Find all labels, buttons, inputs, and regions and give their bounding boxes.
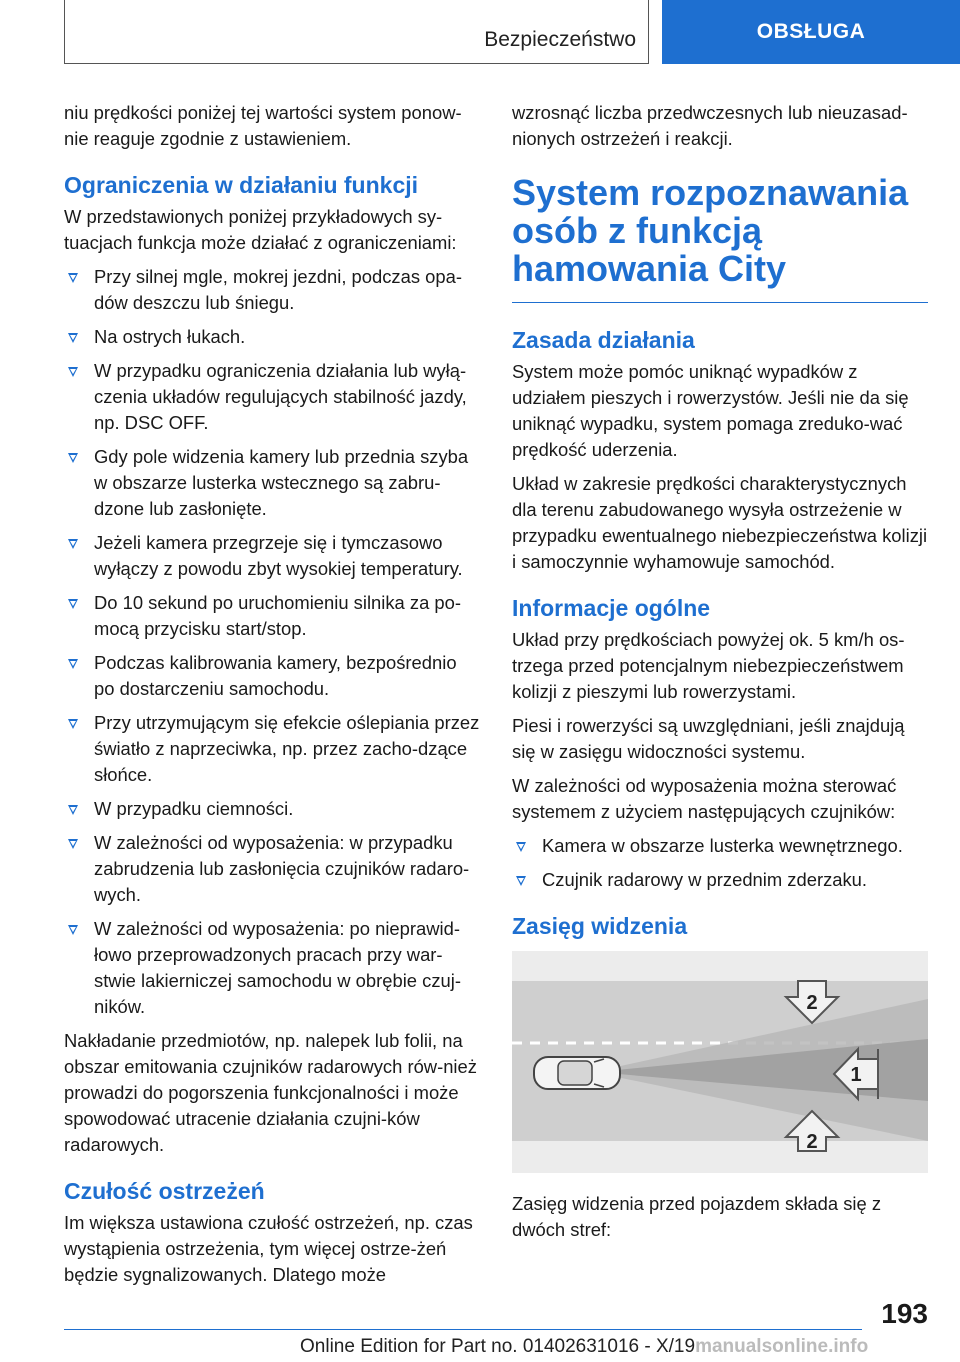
list-item: [64, 830, 480, 908]
range-text: Zasięg widzenia przed pojazdem składa się z dwóch stref:: [512, 1193, 882, 1240]
header-divider-left: [64, 0, 65, 64]
list-item-text: Gdy pole widzenia kamery lub przednia szyba w obszarze lusterka wstecznego są zabru-dzone lub zasłonięte.: [94, 446, 469, 519]
list-item: [64, 590, 480, 642]
general-paragraph-1: Układ przy prędkościach powyżej ok. 5 km/h os-trzega przed potencjalnym niebezpieczeństwem kolizji z pieszymi lub rowerzystami.: [512, 629, 905, 702]
list-item: [64, 796, 480, 822]
list-item: [64, 530, 480, 582]
list-item: [512, 867, 928, 893]
zone-label-middle: 1: [850, 1064, 862, 1086]
list-item-text: Czujnik radarowy w przednim zderzaku.: [542, 869, 868, 890]
section-label: Bezpieczeństwo: [484, 28, 636, 51]
bullet-triangle-icon: [68, 367, 78, 377]
sensors-list: [512, 833, 928, 893]
title-rule: [512, 302, 928, 303]
list-item-text: Podczas kalibrowania kamery, bezpośrednio po dostarczeniu samochodu.: [94, 652, 457, 699]
zone-label-bottom: 2: [806, 1131, 818, 1153]
bullet-triangle-icon: [68, 333, 78, 343]
principle-paragraph-2: Układ w zakresie prędkości charakterystycznych dla terenu zabudowanego wysyła ostrzeżenie w przypadku ewentualnego niebezpieczeństwa kolizji i samoczynnie wyhamowuje samochód.: [512, 473, 928, 572]
list-item-text: W przypadku ograniczenia działania lub wyłą-czenia układów regulujących stabilność jazdy, np. DSC OFF.: [94, 360, 467, 433]
bullet-triangle-icon: [68, 839, 78, 849]
sensitivity-heading: Czułość ostrzeżeń: [64, 1178, 265, 1204]
bullet-triangle-icon: [516, 876, 526, 886]
list-item-text: W zależności od wyposażenia: po nieprawid-łowo przeprowadzonych pracach przy war-stwie lakierniczej samochodu w obrębie czuj-ników.: [94, 918, 461, 1017]
bullet-triangle-icon: [68, 273, 78, 283]
list-item: [64, 916, 480, 1020]
range-heading: Zasięg widzenia: [512, 913, 688, 939]
right-column: [512, 100, 928, 1251]
header-underline: [64, 63, 649, 64]
detection-range-figure: [512, 951, 928, 1173]
brand-watermark[interactable]: manualsonline.info: [695, 1336, 869, 1357]
list-item-text: Na ostrych łukach.: [94, 326, 246, 347]
bullet-triangle-icon: [68, 925, 78, 935]
chapter-title: System rozpoznawania osób z funkcją hamowania City: [512, 172, 909, 289]
principle-heading: Zasada działania: [512, 327, 695, 353]
intro-paragraph: niu prędkości poniżej tej wartości system ponow-nie reaguje zgodnie z ustawieniem.: [64, 102, 462, 149]
list-item-text: Kamera w obszarze lusterka wewnętrznego.: [542, 835, 903, 856]
list-item: [64, 710, 480, 788]
continued-paragraph: wzrosnąć liczba przedwczesnych lub nieuzasad-nionych ostrzeżeń i reakcji.: [512, 102, 908, 149]
list-item: [512, 833, 928, 859]
general-paragraph-2: Piesi i rowerzyści są uwzględniani, jeśli znajdują się w zasięgu widoczności systemu.: [512, 715, 905, 762]
list-item: [64, 444, 480, 522]
edition-text: Online Edition for Part no. 01402631016 - X/19: [300, 1336, 696, 1357]
bullet-triangle-icon: [68, 453, 78, 463]
general-paragraph-3: W zależności od wyposażenia można sterować systemem z użyciem następujących czujników:: [512, 775, 897, 822]
bullet-triangle-icon: [68, 539, 78, 549]
list-item: [64, 358, 480, 436]
car-icon: [534, 1057, 620, 1089]
bullet-triangle-icon: [516, 842, 526, 852]
list-item-text: W zależności od wyposażenia: w przypadku zabrudzenia lub zasłonięcia czujników radaro-wych.: [94, 832, 470, 905]
list-item: [64, 264, 480, 316]
limits-list: [64, 264, 480, 1020]
limits-intro: W przedstawionych poniżej przykładowych sy-tuacjach funkcja może działać z ograniczeniami:: [64, 206, 457, 253]
list-item-text: Przy silnej mgle, mokrej jezdni, podczas opa-dów deszczu lub śniegu.: [94, 266, 462, 313]
bullet-triangle-icon: [68, 719, 78, 729]
page-number: 193: [881, 1298, 928, 1329]
footer-rule: [64, 1329, 862, 1330]
principle-paragraph-1: System może pomóc uniknąć wypadków z udziałem pieszych i rowerzystów. Jeśli nie da się uniknąć wypadku, system pomaga zreduko-wać prędkość uderzenia.: [512, 361, 909, 460]
header-divider-right: [648, 0, 649, 64]
zone-label-top: 2: [806, 992, 818, 1014]
list-item-text: Do 10 sekund po uruchomieniu silnika za po-mocą przycisku start/stop.: [94, 592, 462, 639]
footer-text: [300, 1336, 960, 1358]
bullet-triangle-icon: [68, 805, 78, 815]
list-item: [64, 324, 480, 350]
left-column: [64, 100, 480, 1296]
list-item-text: W przypadku ciemności.: [94, 798, 294, 819]
bullet-triangle-icon: [68, 599, 78, 609]
list-item-text: Przy utrzymującym się efekcie oślepiania przez światło z naprzeciwka, np. przez zacho-dzące słońce.: [94, 712, 480, 785]
limits-heading: Ograniczenia w działaniu funkcji: [64, 172, 419, 198]
general-heading: Informacje ogólne: [512, 595, 711, 621]
list-item: [64, 650, 480, 702]
sensitivity-text: Im większa ustawiona czułość ostrzeżeń, np. czas wystąpienia ostrzeżenia, tym więcej ostrze-żeń będzie sygnalizowanych. Dlatego może: [64, 1212, 473, 1285]
bullet-triangle-icon: [68, 659, 78, 669]
limits-outro: Nakładanie przedmiotów, np. nalepek lub folii, na obszar emitowania czujników radarowych rów-nież prowadzi do pogorszenia funkcjonalności i może spowodować utracenie działania czujni-ków radarowych.: [64, 1030, 477, 1155]
list-item-text: Jeżeli kamera przegrzeje się i tymczasowo wyłączy z powodu zbyt wysokiej temperatury.: [94, 532, 463, 579]
chapter-tab[interactable]: OBSŁUGA: [662, 0, 960, 64]
